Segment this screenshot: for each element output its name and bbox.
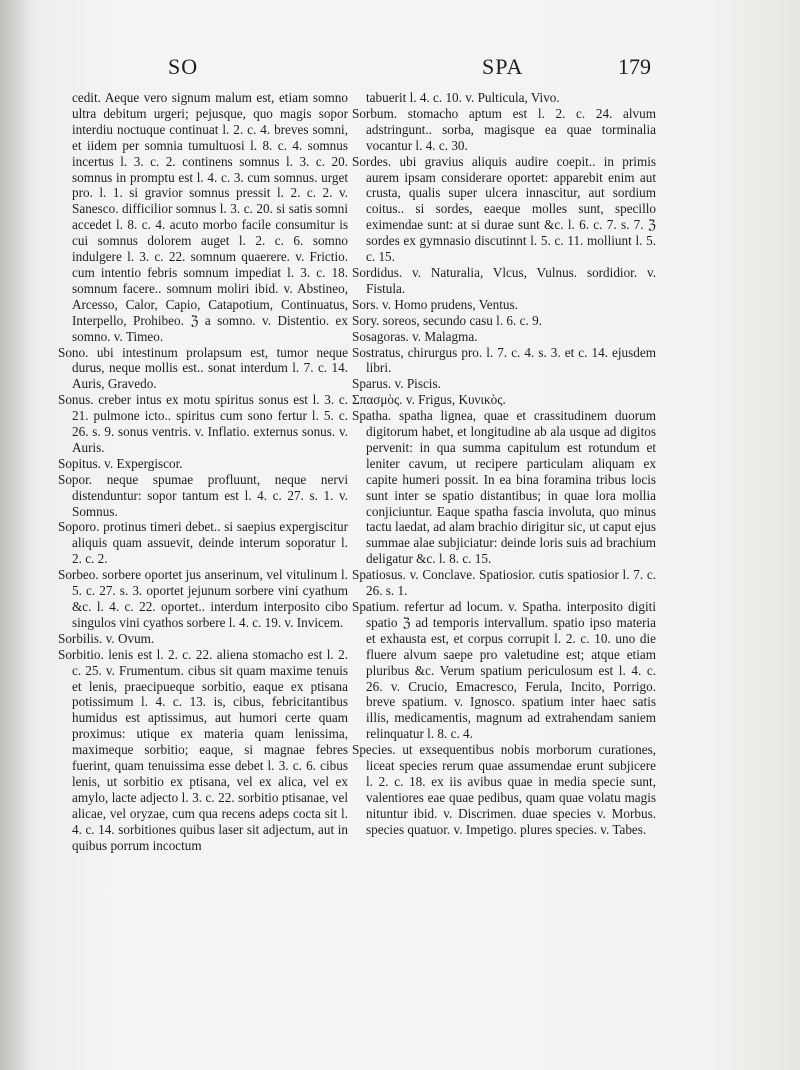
entry-text: Spatha. spatha lignea, quae et crassitudinem duorum digitorum habet, et longitudine ab ala usque ad digitos pervenit: in qua summa capitulum est rotundum et leniter cavum, ut recipere particulam aliquam ex capite humeri possit. In ea bina foramina tribus locis sunt inter se spatio distantibus; in quae lora mollia conjiciuntur. Eaque spatha fascia involuta, quo minus tactu laedat, ad alam brachio dirigitur sic, ut caput ejus summae alae subjiciatur: deinde loris suis ad brachium deligatur &c. l. 8. c. 15. [352,408,656,567]
right-column [352,90,656,838]
entry-text: Sory. soreos, secundo casu l. 6. c. 9. [352,312,542,328]
entry-text: Sono. ubi intestinum prolapsum est, tumor neque durus, neque mollis est.. sonat interdum l. 7. c. 14. Auris, Gravedo. [58,344,348,392]
entry-text: Sostratus, chirurgus pro. l. 7. c. 4. s. 3. et c. 14. ejusdem libri. [352,344,656,376]
entry-text: Sordidus. v. Naturalia, Vlcus, Vulnus. sordidior. v. Fistula. [352,264,656,296]
header-left-keyword: SO [168,54,199,79]
left-column [58,90,348,854]
entry-text: Sopor. neque spumae profluunt, neque nervi distenduntur: sopor tantum est l. 4. c. 27. s. 1. v. Somnus. [58,471,348,519]
page-number: 179 [618,54,651,79]
entry-text: Species. ut exsequentibus nobis morborum curationes, liceat species rerum quae assumendae erunt subjicere l. 2. c. 18. ex iis avibus quae in media specie sunt, valentiores eae quae pedibus, quam quae volatu magis nituntur ibid. v. Discrimen. duae species v. Morbus. species quatuor. v. Impetigo. plures species. v. Tabes. [352,742,656,837]
entry-text: Sors. v. Homo prudens, Ventus. [352,296,518,312]
entry-text: Sopitus. v. Expergiscor. [58,455,183,471]
entry-text: Sordes. ubi gravius aliquis audire coepit.. in primis aurem ipsam considerare oportet: apparebit enim aut crusta, qualis super ulcera innascitur, aut sordium coitus.. si sordes, eaeque molles sunt, specillo eximendae sunt: at si durae sunt &c. l. 6. c. 7. s. 7. ℨ sordes ex gymnasio discutinnt l. 5. c. 11. molliunt l. 5. c. 15. [352,153,656,265]
entry-text: cedit. Aeque vero signum malum est, etiam somno ultra debitum urgeri; pejusque, quo magis sopor interdiu noctuque continuat l. 2. c. 4. breves somni, et iidem per somnia tumultuosi l. 8. c. 4. somnus incertus l. 3. c. 2. continens somnus l. 3. c. 20. somnus in promptu est l. 4. c. 3. cum somnus. urget pro. l. 1. si gravior somnus pressit l. 2. c. 2. v. Sanesco. difficilior somnus l. 3. c. 20. si satis somni accedet l. 8. c. 4. acuto morbo facile consumitur is cui somnus dolorem auget l. 2. c. 6. somno indulgere l. 3. c. 22. somnum quaerere. v. Frictio. cum intentio febris somnum impediat l. 3. c. 18. somnum facere.. somnum moliri ibid. v. Abstineo, Arcesso, Calor, Capio, Catapotium, Continuatus, Interpello, Prohibeo. ℨ a somno. v. Distentio. ex somno. v. Timeo. [72,90,348,344]
entry-text: Σπασμὸς. v. Frigus, Κυνικὸς. [352,392,506,408]
entry-text: Sorbeo. sorbere oportet jus anserinum, vel vitulinum l. 5. c. 27. s. 3. oportet jejunum sorbere vini cyathum &c. l. 4. c. 22. oportet.. interdum interposito cibo singulos vini cyathos sorbere l. 4. c. 19. v. Invicem. [58,567,348,630]
entry-text: Sorbum. stomacho aptum est l. 2. c. 24. alvum adstringunt.. sorba, magisque ea quae torminalia vocantur l. 4. c. 30. [352,105,656,153]
entry-text: Sosagoras. v. Malagma. [352,328,478,344]
entry-text: Sorbilis. v. Ovum. [58,630,155,646]
header-right-keyword: SPA [482,54,524,79]
entry-text: Sorbitio. lenis est l. 2. c. 22. aliena stomacho est l. 2. c. 25. v. Frumentum. cibus sit quam maxime tenuis et lenis, praecipueque sorbitio, eaque ex ptisana potissimum l. 4. c. 13. is, cibus, febricitantibus humidus est aptissimus, aut humori certe quam proximus: utique ex materia quam lenissima, maximeque sorbitio; eaque, si magnae febres fuerint, quam tenuissima esse debet l. 3. c. 6. cibus lenis, ut sorbitio ex ptisana, vel ex alica, vel ex amylo, lacte adjecto l. 3. c. 22. sorbitio ptisanae, vel alicae, vel oryzae, cum qua recens adeps cocta sit l. 4. c. 14. sorbitiones quibus laser sit adjectum, aut in quibus porrum incoctum [58,646,348,853]
entry-text: Spatium. refertur ad locum. v. Spatha. interposito digiti spatio ℨ ad temporis intervallum. spatio ipso materia et exhausta est, et corpus corrupit l. 2. c. 10. uno die fluere alvum saepe pro valetudine est; atque etiam pluribus &c. Verum spatium periculosum est l. 4. c. 26. v. Crucio, Emacresco, Ferula, Incito, Porrigo. breve spatium. v. Ignosco. spatium inter haec satis illis, medicamentis, magnum ad extrahendam saniem relinquatur l. 8. c. 4. [352,599,656,742]
binding-shadow [0,0,30,1070]
entry-text: Sparus. v. Piscis. [352,376,441,392]
entry-text: Spatiosus. v. Conclave. Spatiosior. cutis spatiosior l. 7. c. 26. s. 1. [352,567,656,599]
entry-text: Sonus. creber intus ex motu spiritus sonus est l. 3. c. 21. pulmone icto.. spiritus cum sono fertur l. 5. c. 26. s. 9. sonus ventris. v. Inflatio. externus sonus. v. Auris. [58,392,348,455]
entry-text: tabuerit l. 4. c. 10. v. Pulticula, Vivo. [366,90,560,105]
entry-text: Soporo. protinus timeri debet.. si saepius expergiscitur aliquis quam assuevit, deinde interum soporatur l. 2. c. 2. [58,519,348,567]
running-head [0,54,800,84]
